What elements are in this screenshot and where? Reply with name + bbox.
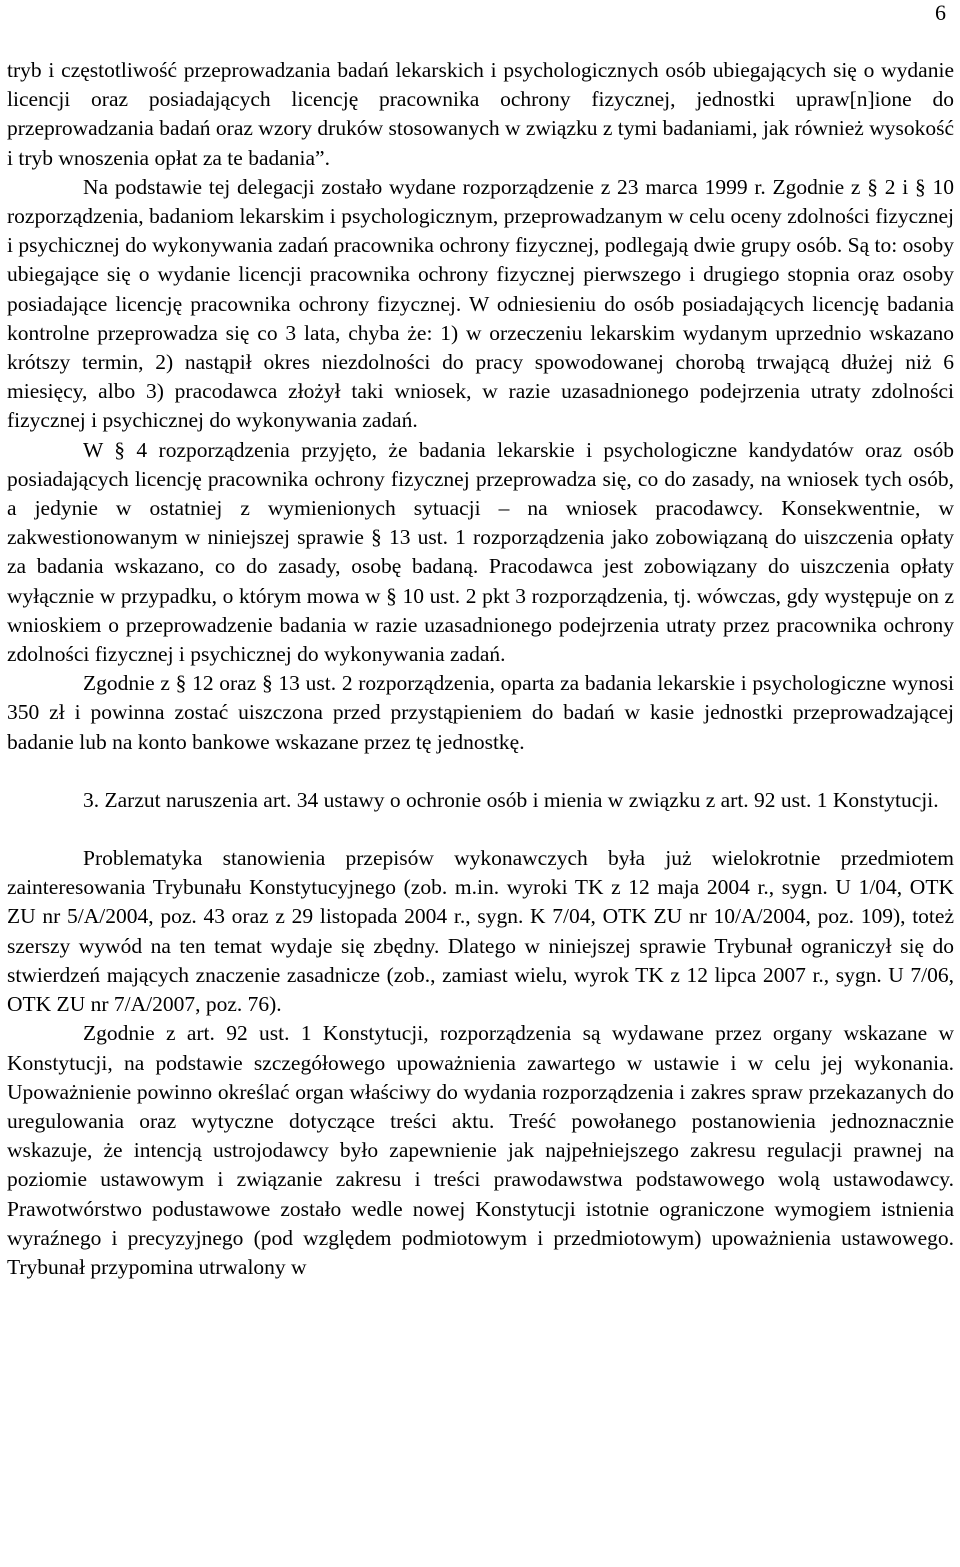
paragraph-continuation: tryb i częstotliwość przeprowadzania badań lekarskich i psychologicznych osób ubiegających się o wydanie licencji oraz posiadających licencję pracownika ochrony fizycznej, jednostki upraw[n]ione do przeprowadzania badań oraz wzory druków stosowanych w związku z tymi badaniami, jak również wysokość i tryb wnoszenia opłat za te badania”. (7, 58, 954, 170)
page-number: 6 (935, 0, 946, 25)
document-body (7, 56, 954, 1282)
paragraph-problematyka: Problematyka stanowienia przepisów wykonawczych była już wielokrotnie przedmiotem zainteresowania Trybunału Konstytucyjnego (zob. m.in. wyroki TK z 12 maja 2004 r., sygn. U 1/04, OTK ZU nr 5/A/2004, poz. 43 oraz z 29 listopada 2004 r., sygn. K 7/04, OTK ZU nr 10/A/2004, poz. 109), toteż szerszy wywód na ten temat wydaje się zbędny. Dlatego w niniejszej sprawie Trybunał ograniczył się do stwierdzeń mających znaczenie zasadnicze (zob., zamiast wielu, wyrok TK z 12 lipca 2007 r., sygn. U 7/06, OTK ZU nr 7/A/2007, poz. 76). (7, 846, 954, 1017)
paragraph-delegation: Na podstawie tej delegacji zostało wydane rozporządzenie z 23 marca 1999 r. Zgodnie z § 2 i § 10 rozporządzenia, badaniom lekarskim i psychologicznym, przeprowadzanym w celu oceny zdolności fizycznej i psychicznej do wykonywania zadań pracownika ochrony fizycznej, podlegają dwie grupy osób. Są to: osoby ubiegające się o wydanie licencji pracownika ochrony fizycznej pierwszego i drugiego stopnia oraz osoby posiadające licencję pracownika ochrony fizycznej. W odniesieniu do osób posiadających licencję badania kontrolne przeprowadza się co 3 lata, chyba że: 1) w orzeczeniu lekarskim wydanym uprzednio wskazano krótszy termin, 2) nastąpił okres niezdolności do pracy spowodowanej chorobą trwającą dłużej niż 6 miesięcy, albo 3) pracodawca złożył taki wniosek, w razie uzasadnionego podejrzenia utraty zdolności fizycznej i psychicznej do wykonywania zadań. (7, 174, 954, 433)
paragraph-art-92: Zgodnie z art. 92 ust. 1 Konstytucji, rozporządzenia są wydawane przez organy wskazane w Konstytucji, na podstawie szczegółowego upoważnienia zawartego w ustawie i w celu jej wykonania. Upoważnienie powinno określać organ właściwy do wydania rozporządzenia i zakres spraw przekazanych do uregulowania oraz wytyczne dotyczące treści aktu. Treść powołanego postanowienia jednoznacznie wskazuje, że intencją ustrojodawcy było zapewnienie jak najpełniejszego zakresu regulacji prawnej na poziomie ustawowym i związanie zakresu i treści prawodawstwa podstawowego wolą ustawodawcy. Prawotwórstwo podustawowe zostało wedle nowej Konstytucji istotnie ograniczone wymogiem istnienia wyraźnego i precyzyjnego (pod względem podmiotowym i przedmiotowym) upoważnienia ustawowego. Trybunał przypomina utrwalony w (7, 1021, 954, 1279)
section-heading: 3. Zarzut naruszenia art. 34 ustawy o ochronie osób i mienia w związku z art. 92 ust. 1 Konstytucji. (83, 787, 939, 812)
paragraph-fee: Zgodnie z § 12 oraz § 13 ust. 2 rozporządzenia, oparta za badania lekarskie i psychologiczne wynosi 350 zł i powinna zostać uiszczona przed przystąpieniem do badań w kasie jednostki przeprowadzającej badanie lub na konto bankowe wskazane przez tę jednostkę. (7, 671, 954, 754)
paragraph-paragraph-4: W § 4 rozporządzenia przyjęto, że badania lekarskie i psychologiczne kandydatów oraz osób posiadających licencję pracownika ochrony fizycznej przeprowadza się, co do zasady, na wniosek tych osób, a jedynie w ostatniej z wymienionych sytuacji – na wniosek pracodawcy. Konsekwentnie, w zakwestionowanym w niniejszej sprawie § 13 ust. 1 rozporządzenia jako zobowiązaną do uiszczenia opłaty za badania wskazano, co do zasady, osobę badaną. Pracodawca jest zobowiązany do uiszczenia opłaty wyłącznie w przypadku, o którym mowa w § 10 ust. 2 pkt 3 rozporządzenia, tj. wówczas, gdy występuje on z wnioskiem o przeprowadzenie badania w razie uzasadnionego podejrzenia utraty przez pracownika ochrony zdolności fizycznej i psychicznej do wykonywania zadań. (7, 437, 954, 667)
